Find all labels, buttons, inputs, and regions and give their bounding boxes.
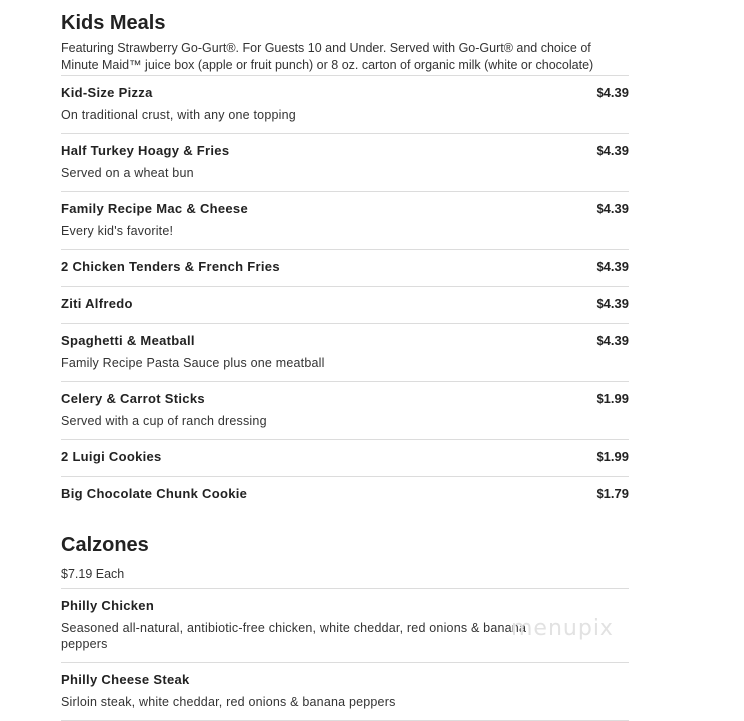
menu-item-name: Philly Cheese Steak bbox=[61, 672, 190, 687]
menu-item-name: Spaghetti & Meatball bbox=[61, 333, 195, 348]
section-description-kids-meals: Featuring Strawberry Go-Gurt®. For Guests 10 and Under. Served with Go-Gurt® and choice of Minute Maid™ juice box (apple or fruit punch) or 8 oz. carton of organic milk (white or chocolate) bbox=[61, 41, 594, 72]
menu-item-price: $4.39 bbox=[596, 85, 629, 100]
menu-item-description: Every kid's favorite! bbox=[61, 224, 174, 238]
menu-item-price: $4.39 bbox=[596, 333, 629, 348]
menu-item bbox=[61, 323, 629, 381]
menu-item-description: Family Recipe Pasta Sauce plus one meatball bbox=[61, 356, 325, 370]
menu-item-name: Family Recipe Mac & Cheese bbox=[61, 201, 248, 216]
kids-meals-section bbox=[61, 0, 629, 513]
menu-content bbox=[61, 0, 629, 721]
menu-item-price: $1.99 bbox=[596, 449, 629, 464]
menu-item-name: Philly Chicken bbox=[61, 598, 155, 613]
menu-item bbox=[61, 75, 629, 133]
menu-item bbox=[61, 191, 629, 249]
menu-item bbox=[61, 662, 629, 720]
menu-item-price: $1.99 bbox=[596, 391, 629, 406]
menu-item bbox=[61, 133, 629, 191]
menu-item-price: $1.79 bbox=[596, 486, 629, 501]
menu-item bbox=[61, 381, 629, 439]
menu-item-name: Big Chocolate Chunk Cookie bbox=[61, 486, 248, 501]
menu-item-price: $4.39 bbox=[596, 259, 629, 274]
menu-item-name: Celery & Carrot Sticks bbox=[61, 391, 205, 406]
menu-item-description: On traditional crust, with any one topping bbox=[61, 108, 296, 122]
watermark-logo: menupix bbox=[511, 616, 614, 641]
menu-item bbox=[61, 286, 629, 323]
menu-item-description: Sirloin steak, white cheddar, red onions & banana peppers bbox=[61, 695, 396, 709]
menu-item bbox=[61, 249, 629, 286]
menu-item-price: $4.39 bbox=[596, 143, 629, 158]
section-subtitle-calzones: $7.19 Each bbox=[61, 567, 125, 581]
menu-item-price: $4.39 bbox=[596, 296, 629, 311]
menu-item-name: 2 Luigi Cookies bbox=[61, 449, 162, 464]
menu-item bbox=[61, 439, 629, 476]
menu-item bbox=[61, 476, 629, 513]
menu-item-description: Served on a wheat bun bbox=[61, 166, 194, 180]
menu-item-name: Kid-Size Pizza bbox=[61, 85, 153, 100]
menu-item-description: Served with a cup of ranch dressing bbox=[61, 414, 267, 428]
menu-item-price: $4.39 bbox=[596, 201, 629, 216]
menu-item-name: Ziti Alfredo bbox=[61, 296, 133, 311]
section-title-kids-meals: Kids Meals bbox=[61, 12, 166, 34]
menu-item-name: 2 Chicken Tenders & French Fries bbox=[61, 259, 280, 274]
section-title-calzones: Calzones bbox=[61, 534, 149, 556]
menu-item-description: Seasoned all-natural, antibiotic-free chicken, white cheddar, red onions & banana peppers bbox=[61, 621, 527, 651]
menu-item bbox=[61, 588, 629, 662]
menu-item-name: Half Turkey Hoagy & Fries bbox=[61, 143, 230, 158]
calzones-section bbox=[61, 513, 629, 721]
